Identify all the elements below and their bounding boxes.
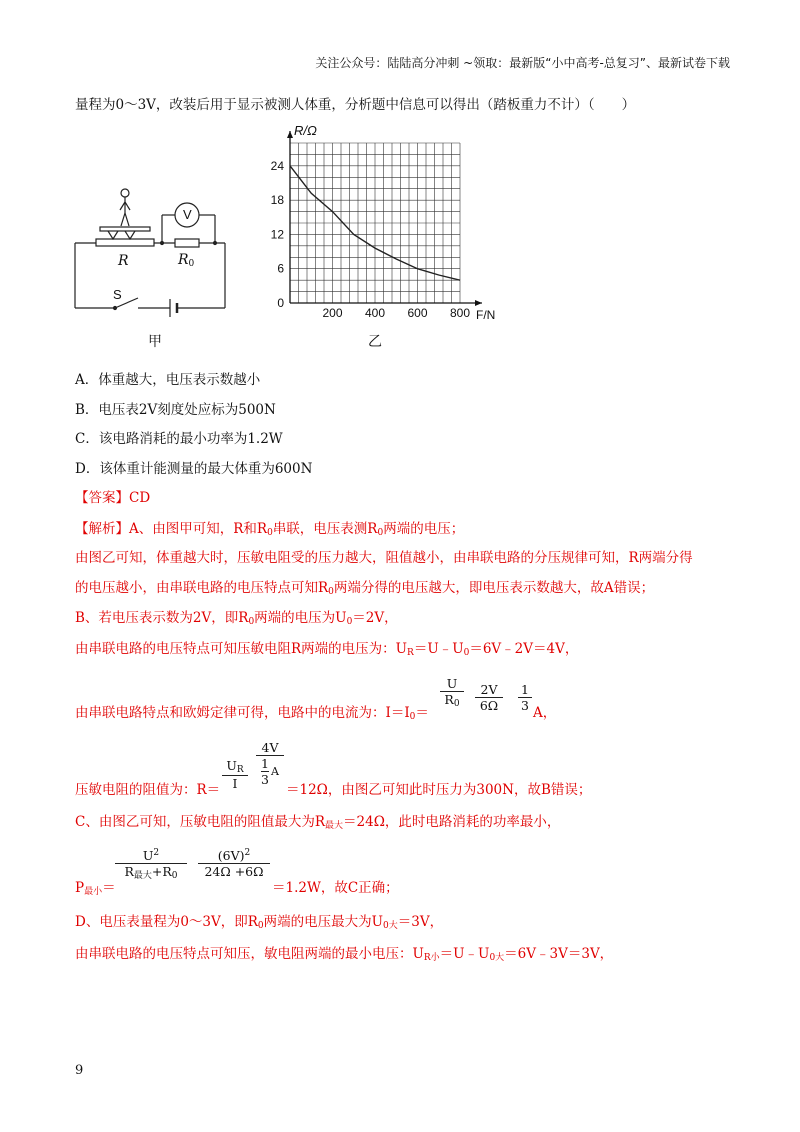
formula-4V-over-third-A: 4V 1 3 A <box>256 740 284 787</box>
page-header: 关注公众号：陆陆高分冲刺 ~领取：最新版“小中高考-总复习”、最新试卷下载 <box>315 56 730 70</box>
formula-one-third: $\frac{1}{3}$ <box>518 682 532 713</box>
option-b: B．电压表2V刻度处应标为500N <box>75 402 276 418</box>
label-R0: $R_0$ <box>178 252 195 269</box>
analysis-a-line3: 的电压越小，由串联电路的电压特点可知$R_0$两端分得的电压越大，即电压表示数越大，故A错误； <box>75 580 655 597</box>
analysis-a-line1: 【解析】A、由图甲可知，R和$R_0$串联，电压表测$R_0$两端的电压； <box>75 521 465 538</box>
caption-jia: 甲 <box>148 334 162 350</box>
analysis-d-line1: D、电压表量程为0～3V，即$R_0$两端的电压最大为$U_{0大}=3V$， <box>75 914 444 931</box>
circuit-diagram <box>70 180 240 350</box>
x-tick-label: 400 <box>364 306 386 320</box>
y-tick-label: 12 <box>270 227 284 242</box>
x-axis-label: F/N <box>476 308 496 322</box>
current-unit: A， <box>533 705 557 721</box>
analysis-d-line2: 由串联电路的电压特点可知压，敏电阻两端的最小电压：$U_{R小}=U﹣U_{0大}=6V﹣3V=3V$， <box>75 946 614 963</box>
person-head <box>121 189 129 197</box>
resistor-R0 <box>175 239 199 247</box>
y-tick-label: 24 <box>270 158 284 173</box>
analysis-c-line1: C、由图乙可知，压敏电阻的阻值最大为$R_{最大}=24\Omega$，此时电路消耗的功率最小， <box>75 814 561 831</box>
formula-6V2-over-30ohm: $\frac{(6V)^2}{24\Omega +6\Omega}$ <box>198 848 270 879</box>
option-a: A．体重越大，电压表示数越小 <box>75 372 261 388</box>
y-axis-arrow <box>287 131 293 138</box>
x-tick-label: 600 <box>407 306 428 320</box>
formula-2V-over-6ohm: $\frac{2V}{6\Omega}$ <box>475 682 503 713</box>
x-tick-label: 200 <box>322 306 343 320</box>
resistance-force-chart <box>265 125 510 325</box>
analysis-b-line1: B、若电压表示数为2V，即$R_0$两端的电压为$U_0=2V$， <box>75 610 398 627</box>
option-d: D．该体重计能测量的最大体重为600N <box>75 461 313 477</box>
analysis-b-line3: 由串联电路特点和欧姆定律可得，电路中的电流为：$I=I_0=$ <box>75 705 429 722</box>
formula-U-over-R0: $\frac{U}{R_0}$ <box>440 676 464 709</box>
pedal-plate <box>100 227 150 231</box>
analysis-b-line4-end: ＝12Ω，由图乙可知此时压力为300N，故B错误； <box>286 782 592 798</box>
resistor-R <box>96 239 154 246</box>
caption-yi: 乙 <box>368 334 382 350</box>
option-c: C．该电路消耗的最小功率为1.2W <box>75 431 283 447</box>
x-tick-label: 800 <box>449 306 471 320</box>
page-number: 9 <box>75 1063 84 1078</box>
analysis-b-line4: 压敏电阻的阻值为：R＝ <box>75 782 221 798</box>
label-R: R <box>118 253 129 269</box>
answer: 【答案】CD <box>75 490 151 506</box>
x-axis-arrow <box>475 300 482 306</box>
analysis-a-line2: 由图乙可知，体重越大时，压敏电阻受的压力越大，阻值越小，由串联电路的分压规律可知，R两端分得 <box>75 550 693 566</box>
formula-U2-over-Rmax-R0: $U^2$ $R_{最大}+R_0$ <box>115 848 187 881</box>
question-stem: 量程为0～3V，改装后用于显示被测人体重，分析题中信息可以得出（踏板重力不计）（ ） <box>75 97 636 113</box>
y-tick-label: 6 <box>277 261 284 276</box>
analysis-c-line2-end: ＝1.2W，故C正确； <box>272 880 399 896</box>
analysis-b-line2: 由串联电路的电压特点可知压敏电阻R两端的电压为：$U_R=U﹣U_0=6V﹣2V=4V$， <box>75 641 579 658</box>
label-S: S <box>113 287 122 302</box>
formula-UR-over-I: $\frac{U_R}{I}$ <box>222 758 248 791</box>
voltmeter-label: V <box>183 207 192 222</box>
y-axis-label: R/Ω <box>294 125 317 138</box>
origin-label: 0 <box>277 296 284 310</box>
y-tick-label: 18 <box>270 193 284 208</box>
analysis-c-line2: $P_{最小}=$ <box>75 880 116 897</box>
